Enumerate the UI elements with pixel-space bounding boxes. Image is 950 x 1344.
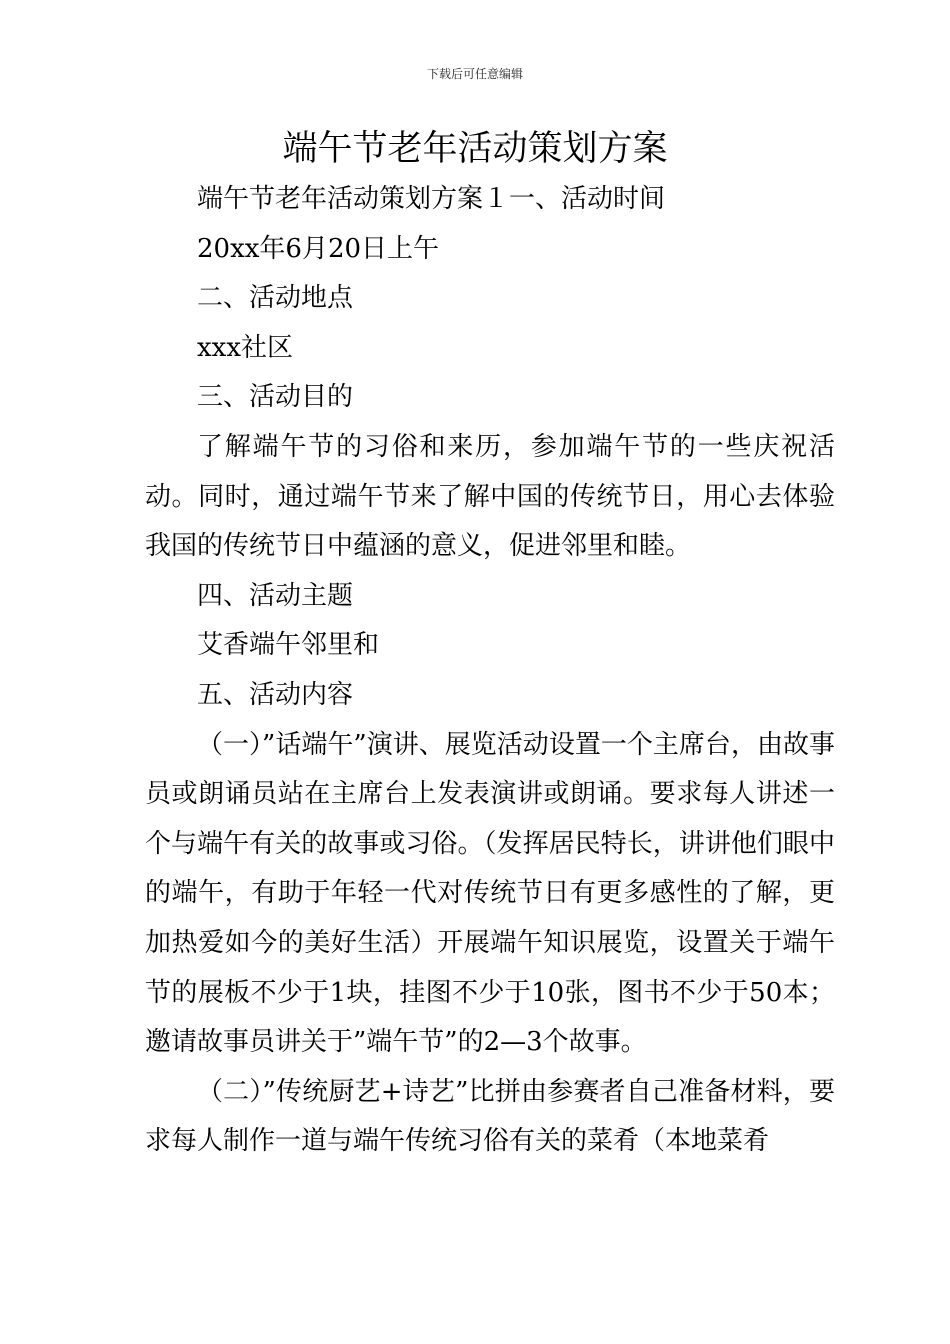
heading-activity-purpose: 三、活动目的 <box>197 382 354 413</box>
heading-activity-location: 二、活动地点 <box>197 283 354 314</box>
paragraph-content-part-2: （二）”传统厨艺+诗艺”比拼由参赛者自己准备材料，要求每人制作一道与端午传统习俗有关的菜肴（本地菜肴 <box>145 1076 835 1157</box>
paragraph-content-part-1: （一）”话端午”演讲、展览活动设置一个主席台，由故事员或朗诵员站在主席台上发表演讲或朗诵。要求每人讲述一个与端午有关的故事或习俗。（发挥居民特长，讲讲他们眼中的端午，有助于年轻一代对传统节日有更多感性的了解，更加热爱如今的美好生活）开展端午知识展览，设置关于端午节的展板不少于1块，挂图不少于10张，图书不少于50本；邀请故事员讲关于”端午节”的2—3个故事。 <box>145 729 835 1058</box>
document-body <box>145 175 835 1167</box>
heading-activity-theme: 四、活动主题 <box>197 580 354 611</box>
paragraph-purpose: 了解端午节的习俗和来历，参加端午节的一些庆祝活动。同时，通过端午节来了解中国的传统节日，用心去体验我国的传统节日中蕴涵的意义，促进邻里和睦。 <box>145 431 835 562</box>
paragraph-location: xxx社区 <box>197 332 293 363</box>
header-note: 下载后可任意编辑 <box>426 67 523 81</box>
paragraph-date: 20xx年6月20日上午 <box>197 233 440 264</box>
paragraph-intro-activity-time: 端午节老年活动策划方案１一、活动时间 <box>197 184 666 214</box>
heading-activity-content: 五、活动内容 <box>197 679 354 710</box>
paragraph-theme: 艾香端午邻里和 <box>197 630 380 661</box>
document-title: 端午节老年活动策划方案 <box>282 129 668 169</box>
